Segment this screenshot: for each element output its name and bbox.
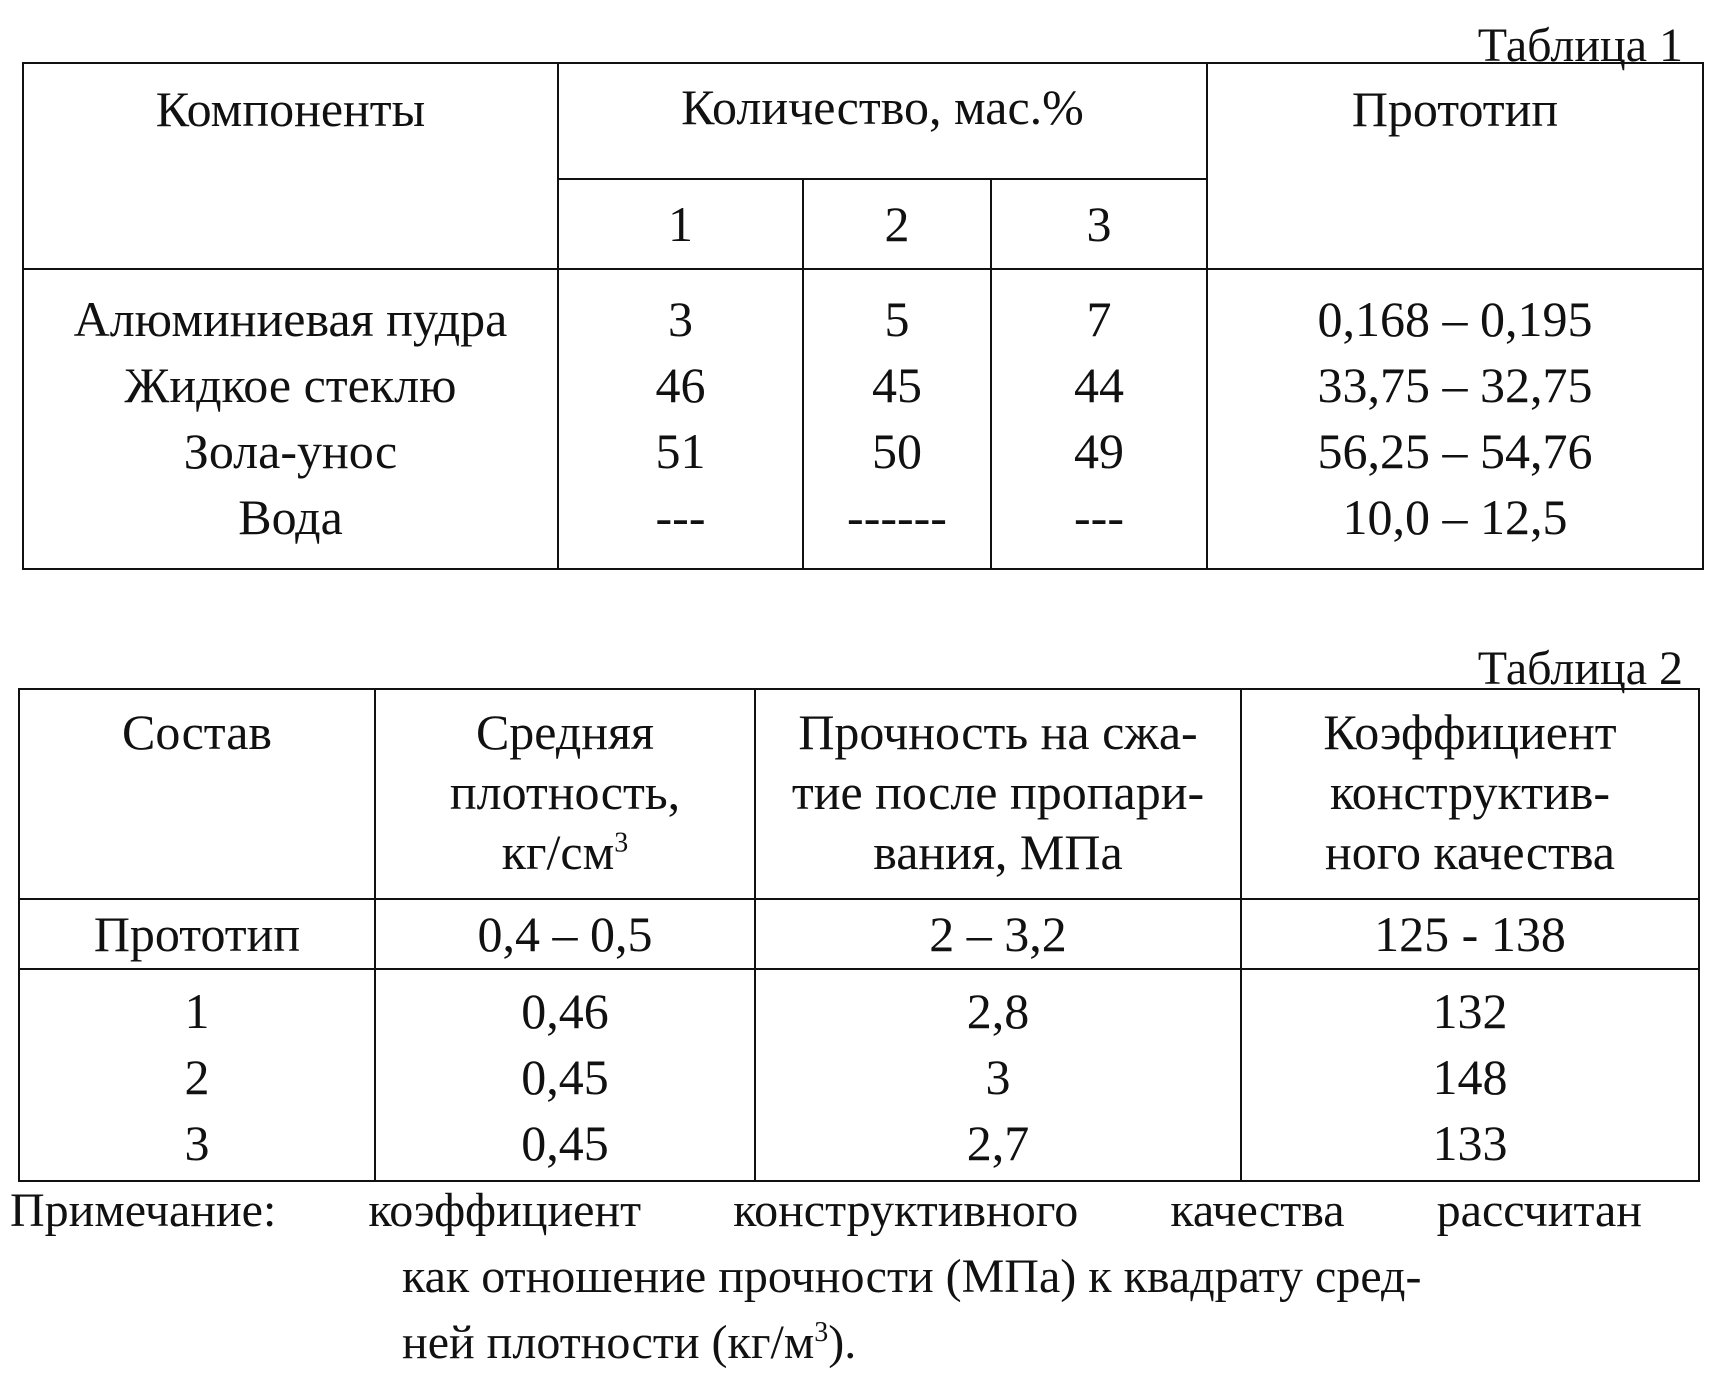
table1-caption: Таблица 1	[1477, 19, 1683, 72]
subheader-2: 2	[803, 179, 991, 269]
component-name: Зола-унос	[183, 423, 398, 479]
cell: 2 – 3,2	[755, 899, 1241, 969]
footnote-text: ней плотности (кг/м	[402, 1316, 815, 1369]
density-exponent: 3	[614, 827, 629, 859]
cell: 0,4 – 0,5	[375, 899, 755, 969]
cell: ---	[1074, 489, 1124, 545]
component-name: Алюминиевая пудра	[73, 291, 508, 347]
cell: 0,46	[521, 983, 609, 1039]
header-composition: Состав	[19, 689, 375, 899]
footnote-line	[10, 1178, 1670, 1244]
cell: 5	[884, 291, 910, 347]
header-line: Средняя	[475, 704, 655, 760]
footnote-word: конструктивного	[733, 1184, 1079, 1237]
cell: 49	[1074, 423, 1124, 479]
column-3-values	[991, 269, 1207, 569]
header-line: вания, МПа	[873, 824, 1123, 880]
composition-values	[19, 969, 375, 1181]
header-line: ного качества	[1324, 824, 1615, 880]
column-1-values	[558, 269, 803, 569]
density-values	[375, 969, 755, 1181]
cell: Прототип	[19, 899, 375, 969]
cell: 3	[668, 291, 693, 347]
component-name: Жидкое стеклю	[124, 357, 457, 413]
cell: 0,168 – 0,195	[1317, 291, 1593, 347]
footnote-line: как отношение прочности (МПа) к квадрату сред-	[402, 1250, 1422, 1303]
header-line: конструктив-	[1329, 764, 1610, 820]
cell: 56,25 – 54,76	[1317, 423, 1593, 479]
footnote	[10, 1178, 1670, 1376]
coefficient-values	[1241, 969, 1699, 1181]
footnote-exponent: 3	[814, 1317, 829, 1348]
cell: 44	[1074, 357, 1124, 413]
subheader-1: 1	[558, 179, 803, 269]
cell: 2,8	[966, 983, 1030, 1039]
header-line: плотность,	[449, 764, 681, 820]
density-unit: кг/см	[501, 824, 615, 880]
cell: 0,45	[521, 1115, 609, 1171]
column-2-values	[803, 269, 991, 569]
strength-values	[755, 969, 1241, 1181]
header-line	[376, 822, 754, 882]
cell: 7	[1086, 291, 1112, 347]
footnote-word: качества	[1170, 1184, 1345, 1237]
header-strength	[755, 689, 1241, 899]
header-density	[375, 689, 755, 899]
header-prototype: Прототип	[1207, 63, 1703, 269]
cell: 133	[1432, 1115, 1508, 1171]
cell: 50	[872, 423, 922, 479]
cell: 148	[1432, 1049, 1508, 1105]
header-components: Компоненты	[23, 63, 558, 269]
footnote-word: рассчитан	[1436, 1184, 1642, 1237]
cell: 1	[184, 983, 210, 1039]
table2-caption: Таблица 2	[1477, 642, 1683, 695]
table2	[18, 688, 1700, 1182]
cell: 10,0 – 12,5	[1342, 489, 1568, 545]
footnote-label: Примечание:	[10, 1184, 277, 1237]
header-line: Коэффициент	[1323, 704, 1617, 760]
header-coefficient	[1241, 689, 1699, 899]
table1	[22, 62, 1704, 570]
cell: ------	[847, 489, 947, 545]
cell: 125 - 138	[1241, 899, 1699, 969]
cell: 51	[655, 423, 706, 479]
footnote-word: коэффициент	[368, 1184, 642, 1237]
component-names	[23, 269, 558, 569]
cell: 2	[184, 1049, 210, 1105]
prototype-row	[19, 899, 1699, 969]
cell: 0,45	[521, 1049, 609, 1105]
cell: 46	[655, 357, 706, 413]
cell: 2,7	[966, 1115, 1030, 1171]
component-name: Вода	[238, 489, 343, 545]
cell: ---	[655, 489, 706, 545]
cell: 3	[985, 1049, 1011, 1105]
subheader-3: 3	[991, 179, 1207, 269]
header-line: Прочность на сжа-	[798, 704, 1198, 760]
cell: 3	[184, 1115, 210, 1171]
cell: 45	[872, 357, 922, 413]
prototype-values	[1207, 269, 1703, 569]
header-line: тие после пропари-	[791, 764, 1205, 820]
footnote-text: ).	[828, 1316, 857, 1369]
cell: 132	[1432, 983, 1508, 1039]
footnote-line	[10, 1310, 1670, 1376]
header-amount: Количество, мас.%	[558, 63, 1207, 179]
cell: 33,75 – 32,75	[1317, 357, 1593, 413]
